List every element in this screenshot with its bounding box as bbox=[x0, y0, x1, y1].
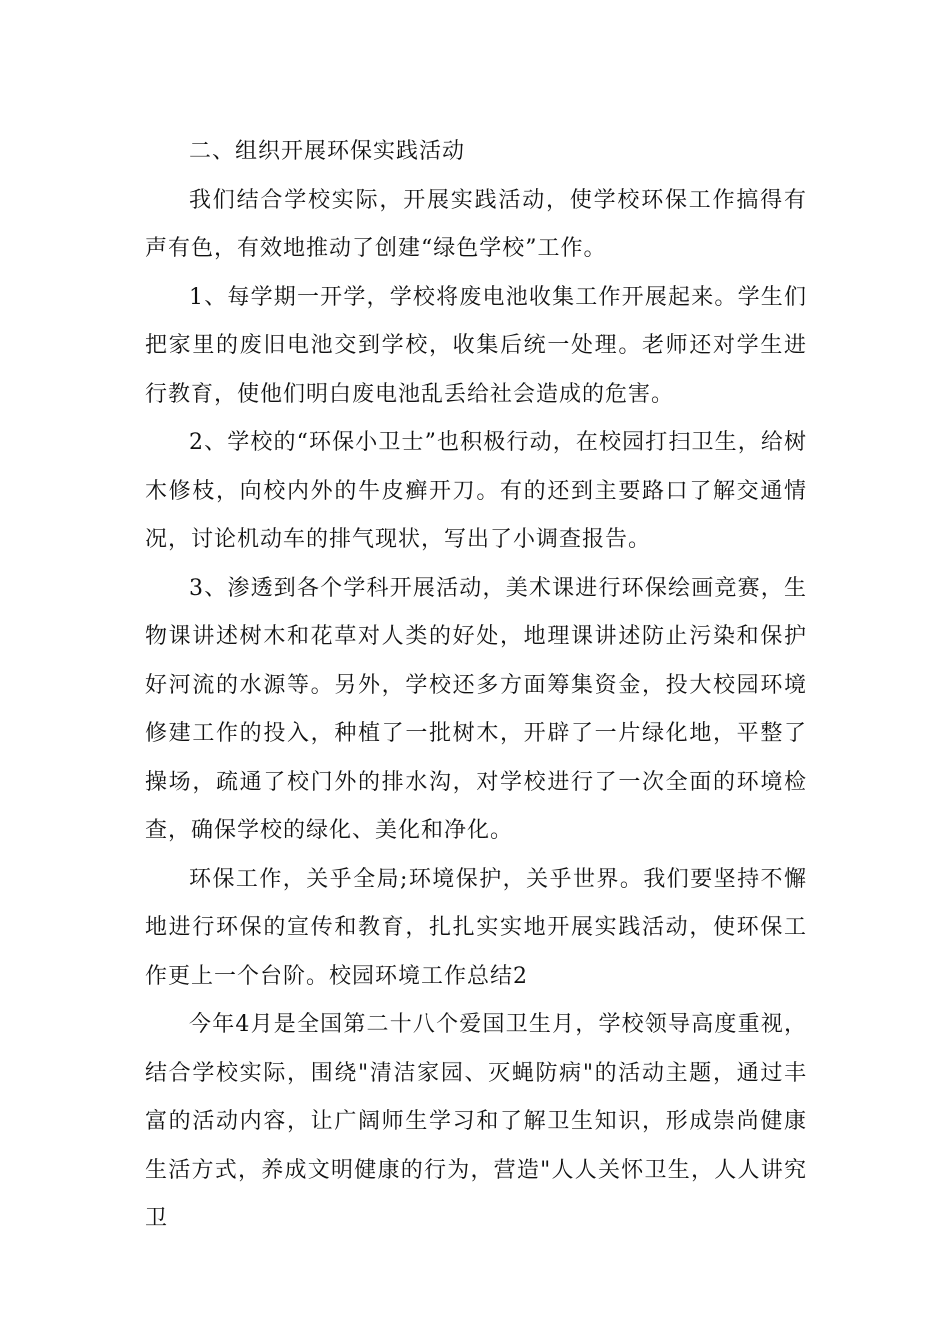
section-heading: 二、组织开展环保实践活动 bbox=[189, 139, 466, 164]
paragraph-intro: 我们结合学校实际，开展实践活动，使学校环保工作搞得有声有色，有效地推动了创建“绿色学校”工作。 bbox=[145, 187, 807, 261]
paragraph-summary-2: 今年4月是全国第二十八个爱国卫生月，学校领导高度重视，结合学校实际，围绕"清洁家园、灭蝇防病"的活动主题，通过丰富的活动内容，让广阔师生学习和了解卫生知识，形成崇尚健康生活方式，养成文明健康的行为，营造"人人关怀卫生，人人讲究卫 bbox=[145, 1012, 807, 1231]
paragraph-item-2: 2、学校的“环保小卫士”也积极行动，在校园打扫卫生，给树木修枝，向校内外的牛皮癣开刀。有的还到主要路口了解交通情况，讨论机动车的排气现状，写出了小调查报告。 bbox=[145, 430, 807, 552]
paragraph-item-3: 3、渗透到各个学科开展活动，美术课进行环保绘画竞赛，生物课讲述树木和花草对人类的好处，地理课讲述防止污染和保护好河流的水源等。另外，学校还多方面筹集资金，投大校园环境修建工作的投入，种植了一批树木，开辟了一片绿化地，平整了操场，疏通了校门外的排水沟，对学校进行了一次全面的环境检查，确保学校的绿化、美化和净化。 bbox=[145, 575, 807, 843]
paragraph-conclusion: 环保工作，关乎全局;环境保护，关乎世界。我们要坚持不懈地进行环保的宣传和教育，扎扎实实地开展实践活动，使环保工作更上一个台阶。校园环境工作总结2 bbox=[145, 866, 807, 989]
paragraph-item-1: 1、每学期一开学，学校将废电池收集工作开展起来。学生们把家里的废旧电池交到学校，收集后统一处理。老师还对学生进行教育，使他们明白废电池乱丢给社会造成的危害。 bbox=[145, 284, 807, 407]
document-body bbox=[145, 128, 807, 1244]
